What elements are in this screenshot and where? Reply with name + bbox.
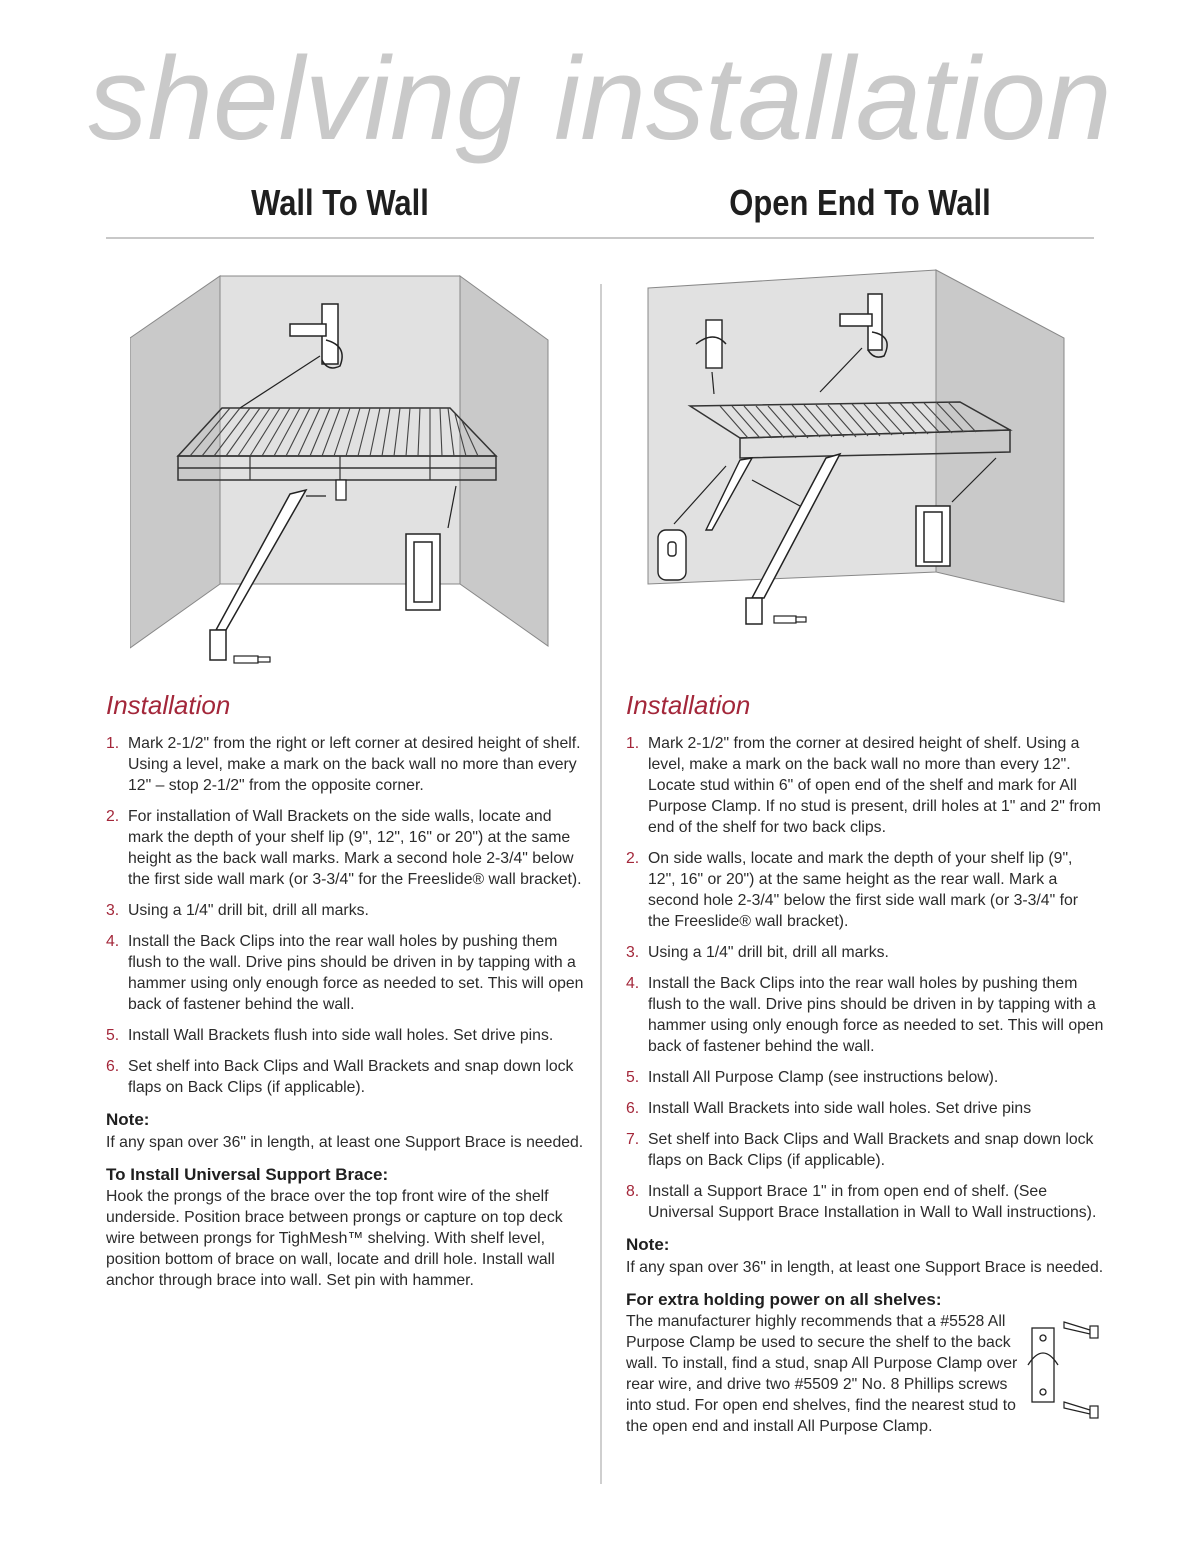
wall-anchor: [774, 616, 806, 623]
note-text: If any span over 36" in length, at least one Support Brace is needed.: [626, 1259, 1104, 1276]
list-item: [626, 1098, 1104, 1119]
step-text: Set shelf into Back Clips and Wall Brackets and snap down lock flaps on Back Clips (if applicable).: [128, 1058, 574, 1096]
installation-heading: Installation: [106, 690, 231, 720]
extra-holding-heading: For extra holding power on all shelves:: [626, 1290, 942, 1309]
clamp-and-screws-icon: [1024, 1298, 1102, 1428]
step-number: 1.: [626, 735, 640, 752]
step-number: 6.: [626, 1100, 640, 1117]
list-item: [106, 1056, 584, 1098]
open-end-to-wall-illustration: [640, 262, 1110, 632]
wall-to-wall-instructions: [106, 690, 584, 1291]
step-number: 1.: [106, 735, 120, 752]
step-text: Set shelf into Back Clips and Wall Brackets and snap down lock flaps on Back Clips (if applicable).: [648, 1131, 1094, 1169]
list-item: [626, 1129, 1104, 1171]
list-item: [626, 1067, 1104, 1088]
list-item: [106, 900, 584, 921]
open-end-instructions: [626, 690, 1104, 1437]
step-text: Install All Purpose Clamp (see instructions below).: [648, 1069, 999, 1086]
step-text: Mark 2-1/2" from the corner at desired height of shelf. Using a level, make a mark on the back wall no more than every 12". Locate stud within 6" of open end of the shelf and mark for All Purpose Clamp. If no stud is present, drill holes at 1" and 2" from end of the shelf for two back clips.: [648, 735, 1101, 836]
page-title: shelving installation: [88, 33, 1112, 165]
list-item: [106, 733, 584, 796]
wall-bracket: [406, 534, 440, 610]
support-brace-heading: To Install Universal Support Brace:: [106, 1165, 389, 1184]
list-item: [626, 848, 1104, 932]
step-text: For installation of Wall Brackets on the side walls, locate and mark the depth of your shelf lip (9", 12", 16" or 20") at the same height as the back wall marks. Mark a second hole 2-3/4" below the first side wall mark (or 3-3/4" for the Freeslide® wall bracket).: [128, 808, 582, 888]
list-item: [626, 942, 1104, 963]
step-text: Using a 1/4" drill bit, drill all marks.: [128, 902, 369, 919]
extra-holding-text: The manufacturer highly recommends that a #5528 All Purpose Clamp be used to secure the shelf to the back wall. To install, find a stud, snap All Purpose Clamp over rear wire, and drive two #5509 2" No. 8 Phillips screws into stud. For open end shelves, find the nearest stud to the open end and install All Purpose Clamp.: [626, 1313, 1018, 1435]
extra-holding-section: [626, 1290, 1104, 1437]
step-text: Install the Back Clips into the rear wall holes by pushing them flush to the wall. Drive pins should be driven in by tapping with a hammer using only enough force as needed to set. This will open back of fastener behind the wall.: [648, 975, 1104, 1055]
list-item: [626, 733, 1104, 838]
step-number: 8.: [626, 1183, 640, 1200]
wall-bracket: [916, 506, 950, 566]
step-number: 2.: [626, 850, 640, 867]
step-number: 3.: [626, 944, 640, 961]
note-heading: Note:: [626, 1235, 670, 1254]
step-number: 7.: [626, 1131, 640, 1148]
list-item: [106, 1025, 584, 1046]
support-brace-text: Hook the prongs of the brace over the top front wire of the shelf underside. Position brace between prongs or capture on top deck wire between prongs for TighMesh™ shelving. With shelf level, position bottom of brace on wall, locate and drill hole. Install wall anchor through brace into wall. Set pin with hammer.: [106, 1188, 563, 1289]
list-item: [626, 973, 1104, 1057]
wall-to-wall-title: Wall To Wall: [251, 182, 429, 223]
list-item: [106, 806, 584, 890]
step-number: 2.: [106, 808, 120, 825]
step-number: 4.: [626, 975, 640, 992]
step-text: Install Wall Brackets into side wall holes. Set drive pins: [648, 1100, 1032, 1117]
step-text: Mark 2-1/2" from the right or left corner at desired height of shelf. Using a level, make a mark on the back wall no more than every 12" – stop 2-1/2" from the opposite corner.: [128, 735, 581, 794]
step-number: 5.: [626, 1069, 640, 1086]
column-divider: [600, 284, 602, 1484]
note-text: If any span over 36" in length, at least one Support Brace is needed.: [106, 1134, 584, 1151]
step-text: Install Wall Brackets flush into side wall holes. Set drive pins.: [128, 1027, 554, 1044]
note-heading: Note:: [106, 1110, 150, 1129]
screw-icon: [1064, 1322, 1098, 1418]
step-text: Install a Support Brace 1" in from open end of shelf. (See Universal Support Brace Installation in Wall to Wall instructions).: [648, 1183, 1097, 1221]
step-number: 4.: [106, 933, 120, 950]
step-text: Using a 1/4" drill bit, drill all marks.: [648, 944, 889, 961]
steps-list: [626, 733, 1104, 1223]
wall-to-wall-illustration: [130, 258, 550, 678]
list-item: [106, 931, 584, 1015]
step-number: 6.: [106, 1058, 120, 1075]
steps-list: [106, 733, 584, 1098]
step-text: On side walls, locate and mark the depth of your shelf lip (9", 12", 16" or 20") at the same height as the rear wall. Mark a second hole 2-3/4" below the first side wall mark (or 3-3/4" for the Freeslide® wall bracket).: [648, 850, 1079, 930]
step-number: 3.: [106, 902, 120, 919]
step-text: Install the Back Clips into the rear wall holes by pushing them flush to the wall. Drive pins should be driven in by tapping with a hammer using only enough force as needed to set. This will open back of fastener behind the wall.: [128, 933, 584, 1013]
wall-anchor: [234, 656, 270, 663]
title-divider: [106, 237, 1094, 239]
installation-heading: Installation: [626, 690, 751, 720]
step-number: 5.: [106, 1027, 120, 1044]
open-end-to-wall-title: Open End To Wall: [729, 182, 991, 223]
list-item: [626, 1181, 1104, 1223]
end-cap: [658, 530, 686, 580]
